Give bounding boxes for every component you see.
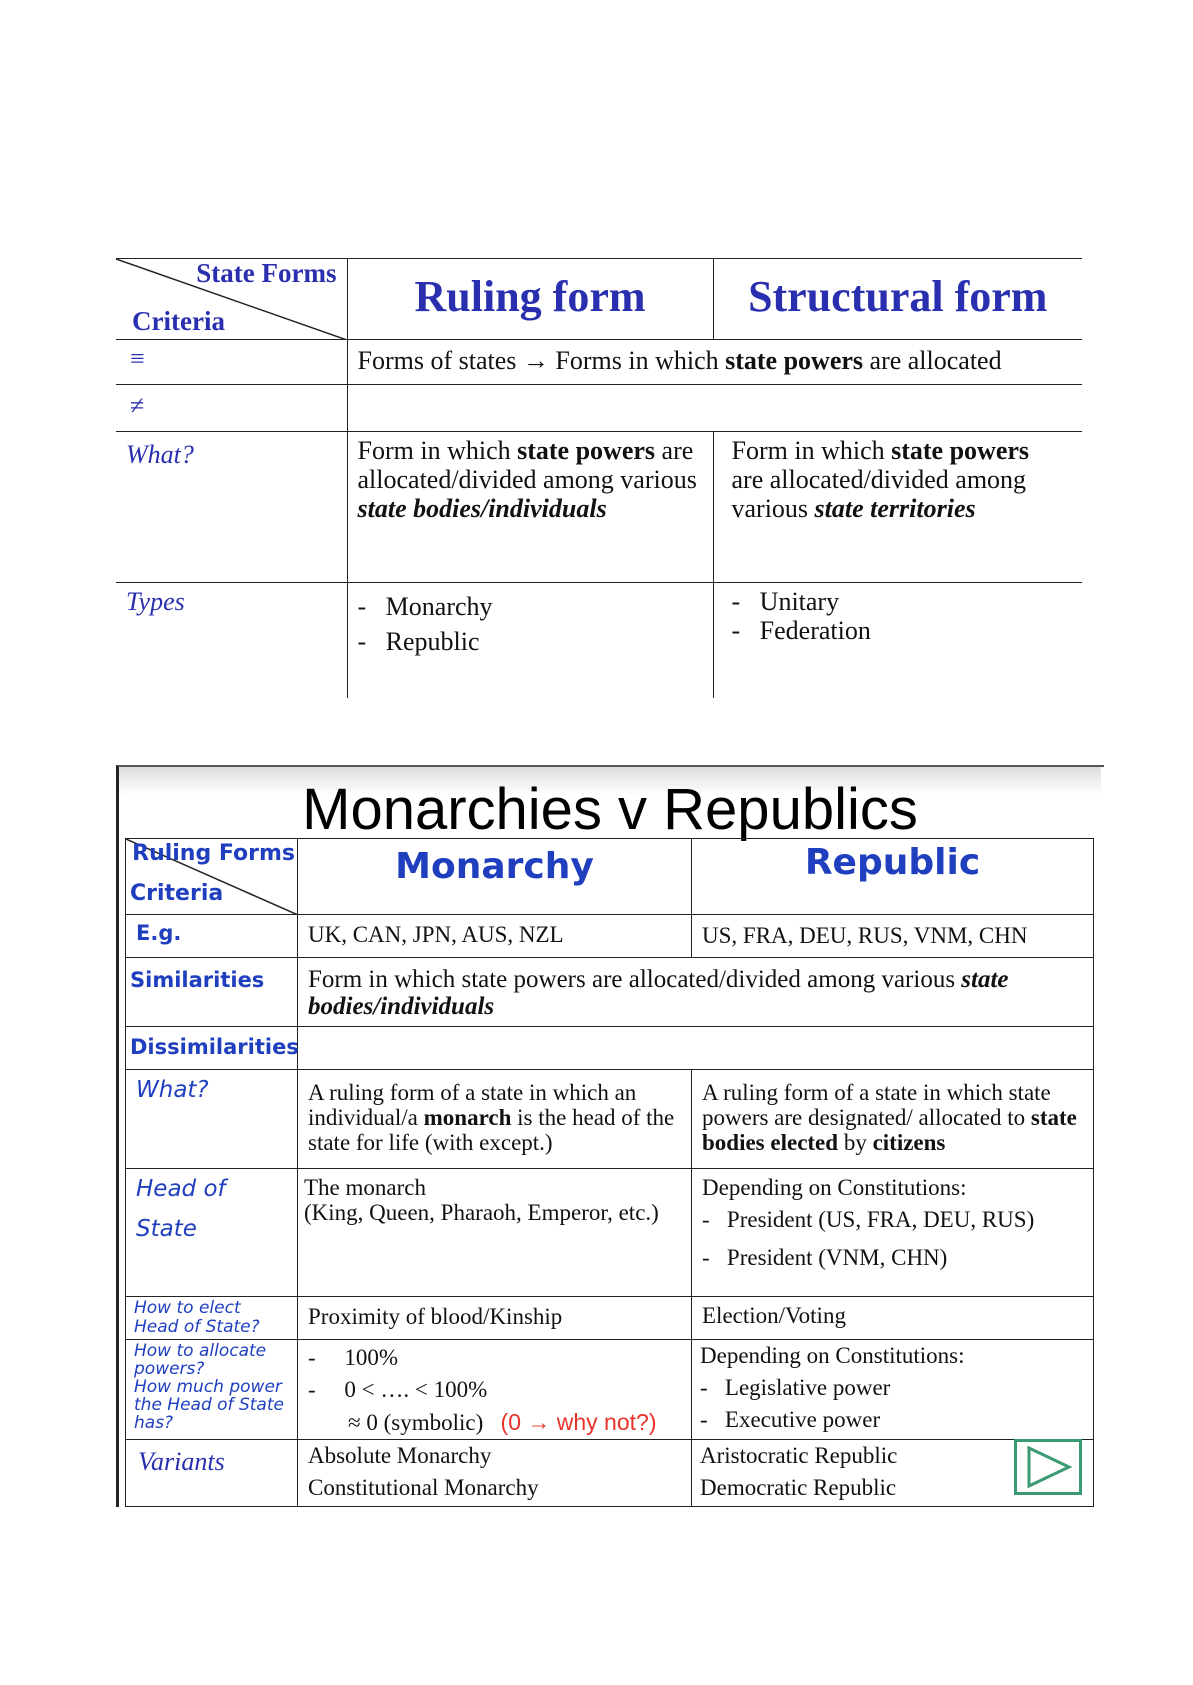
state-forms-table xyxy=(116,258,1082,698)
header-monarchy: Monarchy xyxy=(298,839,692,915)
label-how-to-elect: How to elect Head of State? xyxy=(126,1297,298,1340)
label-what: What? xyxy=(126,1070,298,1169)
label-similarities: Similarities xyxy=(126,958,298,1027)
types-structural: - Unitary - Federation xyxy=(713,583,1082,698)
row-label-neq: ≠ xyxy=(116,385,347,432)
corner-bottom: Criteria xyxy=(132,306,225,336)
head-monarchy: The monarch (King, Queen, Pharaoh, Emperor, etc.) xyxy=(298,1169,692,1297)
neq-cell xyxy=(347,385,1082,432)
elect-republic: Election/Voting xyxy=(692,1297,1094,1340)
alloc-republic: Depending on Constitutions: - Legislative power - Executive power xyxy=(692,1340,1094,1440)
label-dissimilarities: Dissimilarities xyxy=(126,1027,298,1070)
corner-top: Ruling Forms xyxy=(132,841,295,866)
equiv-cell: Forms of states → Forms in which state powers are allocated xyxy=(347,340,1082,385)
alloc-monarchy: - 100% - 0 < …. < 100% ≈ 0 (symbolic) (0 → why not?) xyxy=(298,1340,692,1440)
row-label-equiv: ≡ xyxy=(116,340,347,385)
variants-republic: Aristocratic Republic Democratic Republic xyxy=(692,1440,1094,1507)
eg-monarchy: UK, CAN, JPN, AUS, NZL xyxy=(298,915,692,958)
play-button[interactable] xyxy=(1014,1439,1082,1495)
corner-top: State Forms xyxy=(196,258,337,288)
label-eg: E.g. xyxy=(126,915,298,958)
row-label-types: Types xyxy=(116,583,347,698)
label-how-to-allocate: How to allocate powers? How much power the Head of State has? xyxy=(126,1340,298,1440)
variants-monarchy: Absolute Monarchy Constitutional Monarchy xyxy=(298,1440,692,1507)
head-republic: Depending on Constitutions: - President (US, FRA, DEU, RUS) - President (VNM, CHN) xyxy=(692,1169,1094,1297)
corner-bottom: Criteria xyxy=(130,881,224,906)
row-label-what: What? xyxy=(116,432,347,583)
monarchy-republic-table xyxy=(125,838,1094,1507)
dissimilarities-cell xyxy=(298,1027,1094,1070)
elect-monarchy: Proximity of blood/Kinship xyxy=(298,1297,692,1340)
header-republic: Republic xyxy=(692,839,1094,915)
label-head-of-state: Head of State xyxy=(126,1169,298,1297)
slide-title: Monarchies v Republics xyxy=(302,777,918,842)
why-not-note: (0 → why not?) xyxy=(500,1409,657,1435)
similarities-cell: Form in which state powers are allocated/divided among various state bodies/individuals xyxy=(298,958,1094,1027)
header-structural-form: Structural form xyxy=(713,259,1082,340)
corner-cell xyxy=(126,839,298,915)
what-structural: Form in which state powers are allocated/divided among various state territories xyxy=(713,432,1082,583)
what-monarchy: A ruling form of a state in which an individual/a monarch is the head of the state for life (with except.) xyxy=(298,1070,692,1169)
what-republic: A ruling form of a state in which state powers are designated/ allocated to state bodies elected by citizens xyxy=(692,1070,1094,1169)
header-ruling-form: Ruling form xyxy=(347,259,713,340)
what-ruling: Form in which state powers are allocated/divided among various state bodies/individuals xyxy=(347,432,713,583)
types-ruling: - Monarchy - Republic xyxy=(347,583,713,698)
corner-cell xyxy=(116,259,347,340)
eg-republic: US, FRA, DEU, RUS, VNM, CHN xyxy=(692,915,1094,958)
label-variants: Variants xyxy=(126,1440,298,1507)
play-icon xyxy=(1017,1442,1079,1492)
